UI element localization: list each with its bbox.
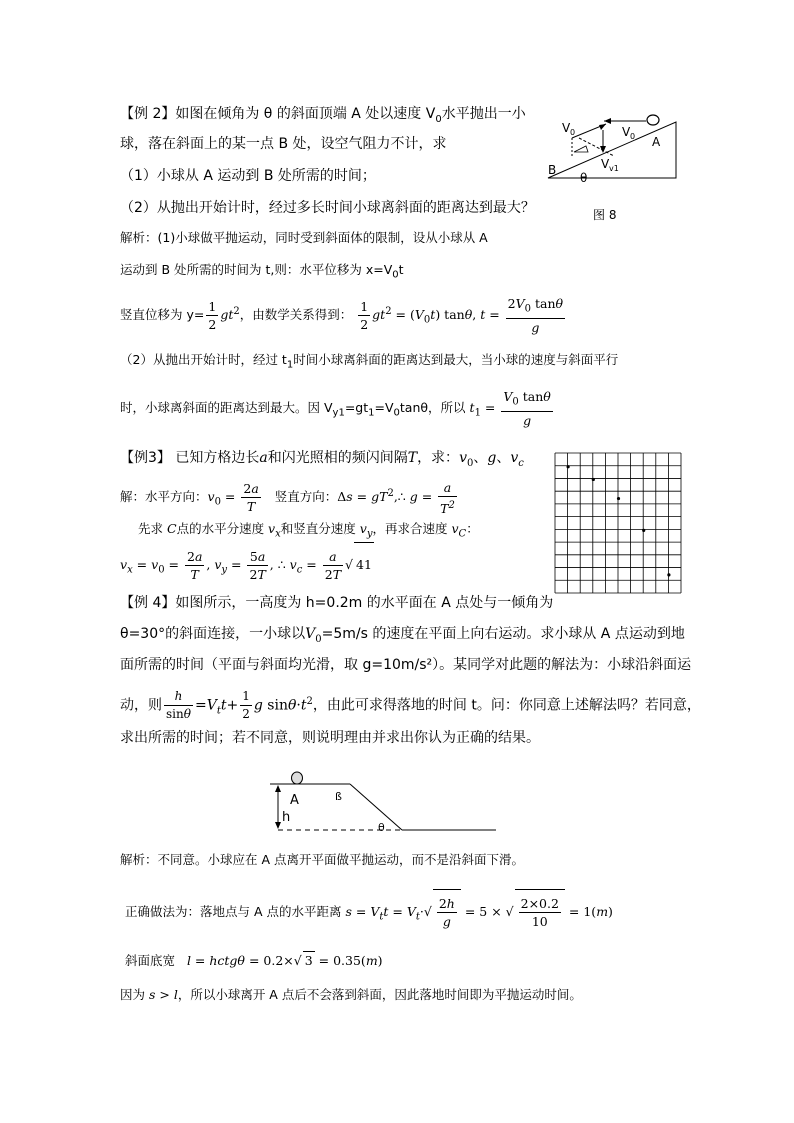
svg-text:0: 0: [570, 128, 576, 137]
ex3-solution-line2: 先求 C点的水平分速度 $v_x$和竖直分速度 $v_y$，再求合速度 $v_C$：: [138, 521, 479, 540]
label-v0-arrow: V: [622, 125, 631, 139]
figure-caption: 图 8: [593, 208, 617, 222]
ex2-solution-line2: 运动到 B 处所需的时间为 t,则：水平位移为 $x=V_0t$: [120, 262, 404, 281]
flash-position-dot: [642, 529, 645, 532]
ex2-line1: 【例 2】如图在倾角为 θ 的斜面顶端 A 处以速度 $V_0$水平抛出一小: [120, 106, 526, 125]
ex4-solution-line2: 正确做法为：落地点与 A 点的水平距离 $s = V_tt = V_t\cdot√$ $\frac{2h}{g}$ = 5 × √ $\frac{2\times 0.2}{10}$ = 1(m): [125, 889, 613, 940]
label-a: A: [652, 135, 661, 149]
label-v0-left: V: [562, 121, 571, 135]
ex2-line2: 球，落在斜面上的某一点 B 处，设空气阻力不计，求: [120, 136, 447, 152]
t1-fraction: $\frac{V_0 \tan\theta}{g}$: [503, 389, 551, 428]
ex4-line1: 【例 4】如图所示，一高度为 h=0.2m 的水平面在 A 点处与一倾角为: [120, 595, 554, 611]
half-fraction: $\frac{1}{2}$: [208, 299, 217, 333]
ex2-solution-line5: 时，小球离斜面的距离达到最大。因 $V_{y1}=gt_1=V_0\tan\theta$，所以 $t_1$ = $\frac{V_0 \tan\theta}{g}$: [120, 389, 551, 428]
svg-text:0: 0: [630, 132, 636, 141]
ex2-solution-line4: （2）从抛出开始计时，经过 $t_1$时间小球离斜面的距离达到最大，当小球的速度与斜面平行: [120, 352, 619, 371]
ex3-title: 【例3】 已知方格边长a和闪光照相的频闪间隔T，求：$v_0$、g、$v_c$: [120, 450, 524, 469]
ex4-solution-line4: 因为 s > l，所以小球离开 A 点后不会落到斜面，因此落地时间即为平抛运动时间。: [120, 987, 582, 1002]
platform-incline-figure: [264, 768, 504, 838]
ex2-question-2: （2）从抛出开始计时，经过多长时间小球离斜面的距离达到最大？: [120, 200, 535, 216]
label-vv1: V: [601, 157, 610, 171]
flash-photo-grid: [554, 452, 682, 594]
label-theta: θ: [580, 171, 588, 185]
ex3-solution-line1: 解：水平方向：$v_0$ = $\frac{2a}{T}$ 竖直方向：$\Delta s = gT^2,\therefore$ g = $\frac{a}{T^2}$: [120, 479, 455, 516]
ex2-solution-line1: 解析：(1)小球做平抛运动，同时受到斜面体的限制，设从小球从 A: [120, 230, 488, 245]
incline-figure-8: [534, 108, 684, 233]
ball: [647, 115, 659, 125]
ex2-solution-line3: 竖直位移为 y= $\frac{1}{2}$ $gt^2$，由数学关系得到： $\frac{1}{2}$ $gt^2 = (V_0t)$ tanθ, t = $\frac{2V_0 \tan\theta}{g}$: [120, 296, 564, 335]
svg-text:v1: v1: [609, 164, 619, 173]
ex4-line3: 面所需的时间（平面与斜面均光滑，取 g=10m/s²）。某同学对此题的解法为：小球沿斜面运: [120, 657, 692, 673]
label-a: A: [290, 793, 299, 808]
ex4-line5: 求出所需的时间；若不同意，则说明理由并求出你认为正确的结果。: [120, 730, 540, 746]
label-b: B: [548, 163, 557, 177]
ex4-line4: 动，则 $\frac{h}{\sin\theta}$ $=V_tt+$ $\frac{1}{2}$ g $\sin\theta\cdot t^2$，由此可求得落地的时间 t。问：你同意上述解法吗？若同意，: [120, 689, 701, 722]
label-theta: θ: [378, 821, 385, 834]
ex3-solution-line3: $v_x = v_0$ = $\frac{2a}{T}$ , $v_y$ = $\frac{5a}{2T}$ , ∴ $v_c$ = $\frac{a}{2T}$ √ 41: [120, 542, 374, 593]
ex4-solution-line1: 解析：不同意。小球应在 A 点离开平面做平抛运动，而不是沿斜面下滑。: [120, 852, 524, 867]
flash-position-dot: [617, 497, 620, 500]
label-mark: ß: [335, 790, 342, 803]
half-fraction: $\frac{1}{2}$: [360, 299, 369, 333]
ex4-line2: θ=30°的斜面连接，一小球以$V_0=5m/s$ 的速度在平面上向右运动。求小球从 A 点运动到地: [120, 626, 685, 645]
t-fraction: $\frac{2V_0 \tan\theta}{g}$: [507, 296, 564, 335]
ball: [292, 772, 303, 784]
ex2-question-1: （1）小球从 A 运动到 B 处所需的时间；: [120, 168, 376, 184]
label-h: h: [282, 810, 291, 825]
flash-position-dot: [592, 478, 595, 481]
incline-surface: [350, 784, 402, 830]
flash-position-dot: [567, 465, 570, 468]
ex4-solution-line3: 斜面底宽 l = hctgθ = 0.2×√ 3 = 0.35(m): [125, 953, 383, 968]
flash-position-dot: [667, 573, 670, 576]
